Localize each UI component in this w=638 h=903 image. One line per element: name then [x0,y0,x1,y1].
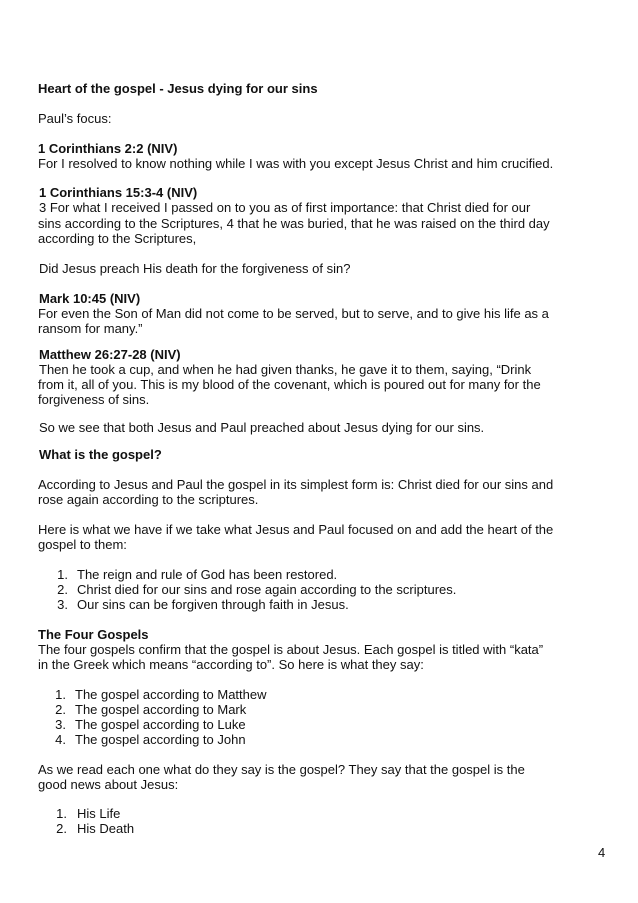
page-number: 4 [598,845,606,860]
paragraph-line: gospel to them: [38,537,127,552]
list-number: 3. [55,717,66,732]
list-item: The gospel according to Matthew [75,687,267,702]
list-number: 4. [55,732,66,747]
scripture-ref: Mark 10:45 (NIV) [39,291,141,306]
question-text: Did Jesus preach His death for the forgiveness of sin? [39,261,351,276]
paragraph-line: The four gospels confirm that the gospel is about Jesus. Each gospel is titled with “kata” [38,642,544,657]
scripture-line: 3 For what I received I passed on to you as of first importance: that Christ died for our [39,200,531,215]
list-item: The gospel according to Luke [75,717,246,732]
list-number: 2. [56,821,67,836]
paragraph-line: good news about Jesus: [38,777,179,792]
scripture-line: according to the Scriptures, [38,231,197,246]
scripture-line: sins according to the Scriptures, 4 that he was buried, that he was raised on the third day [38,216,550,231]
section-heading: What is the gospel? [39,447,162,462]
scripture-ref: 1 Corinthians 2:2 (NIV) [38,141,178,156]
pauls-focus-text: Paul’s focus: [38,111,112,126]
scripture-ref: 1 Corinthians 15:3-4 (NIV) [39,185,198,200]
list-number: 1. [55,687,66,702]
paragraph-line: According to Jesus and Paul the gospel in its simplest form is: Christ died for our sins and [38,477,554,492]
list-item: Our sins can be forgiven through faith in Jesus. [77,597,349,612]
list-number: 3. [57,597,68,612]
scripture-line: from it, all of you. This is my blood of the covenant, which is poured out for many for the [38,377,541,392]
scripture-text: For I resolved to know nothing while I was with you except Jesus Christ and him crucified. [38,156,554,171]
scripture-line: Then he took a cup, and when he had given thanks, he gave it to them, saying, “Drink [39,362,532,377]
list-number: 1. [57,567,68,582]
paragraph-line: in the Greek which means “according to”. So here is what they say: [38,657,424,672]
list-item: Christ died for our sins and rose again according to the scriptures. [77,582,457,597]
list-item: The gospel according to John [75,732,246,747]
scripture-ref: Matthew 26:27-28 (NIV) [39,347,181,362]
list-item: The reign and rule of God has been restored. [77,567,338,582]
paragraph-line: rose again according to the scriptures. [38,492,259,507]
page-heading: Heart of the gospel - Jesus dying for our sins [38,81,318,96]
scripture-line: For even the Son of Man did not come to be served, but to serve, and to give his life as a [38,306,549,321]
list-number: 2. [57,582,68,597]
paragraph-line: As we read each one what do they say is the gospel? They say that the gospel is the [38,762,525,777]
list-item: The gospel according to Mark [75,702,247,717]
list-item: His Life [77,806,121,821]
scripture-line: forgiveness of sins. [38,392,150,407]
list-item: His Death [77,821,135,836]
scripture-line: ransom for many.” [38,321,143,336]
list-number: 2. [55,702,66,717]
paragraph-line: Here is what we have if we take what Jesus and Paul focused on and add the heart of the [38,522,554,537]
list-number: 1. [56,806,67,821]
conclusion-text: So we see that both Jesus and Paul preached about Jesus dying for our sins. [39,420,485,435]
section-heading: The Four Gospels [38,627,149,642]
